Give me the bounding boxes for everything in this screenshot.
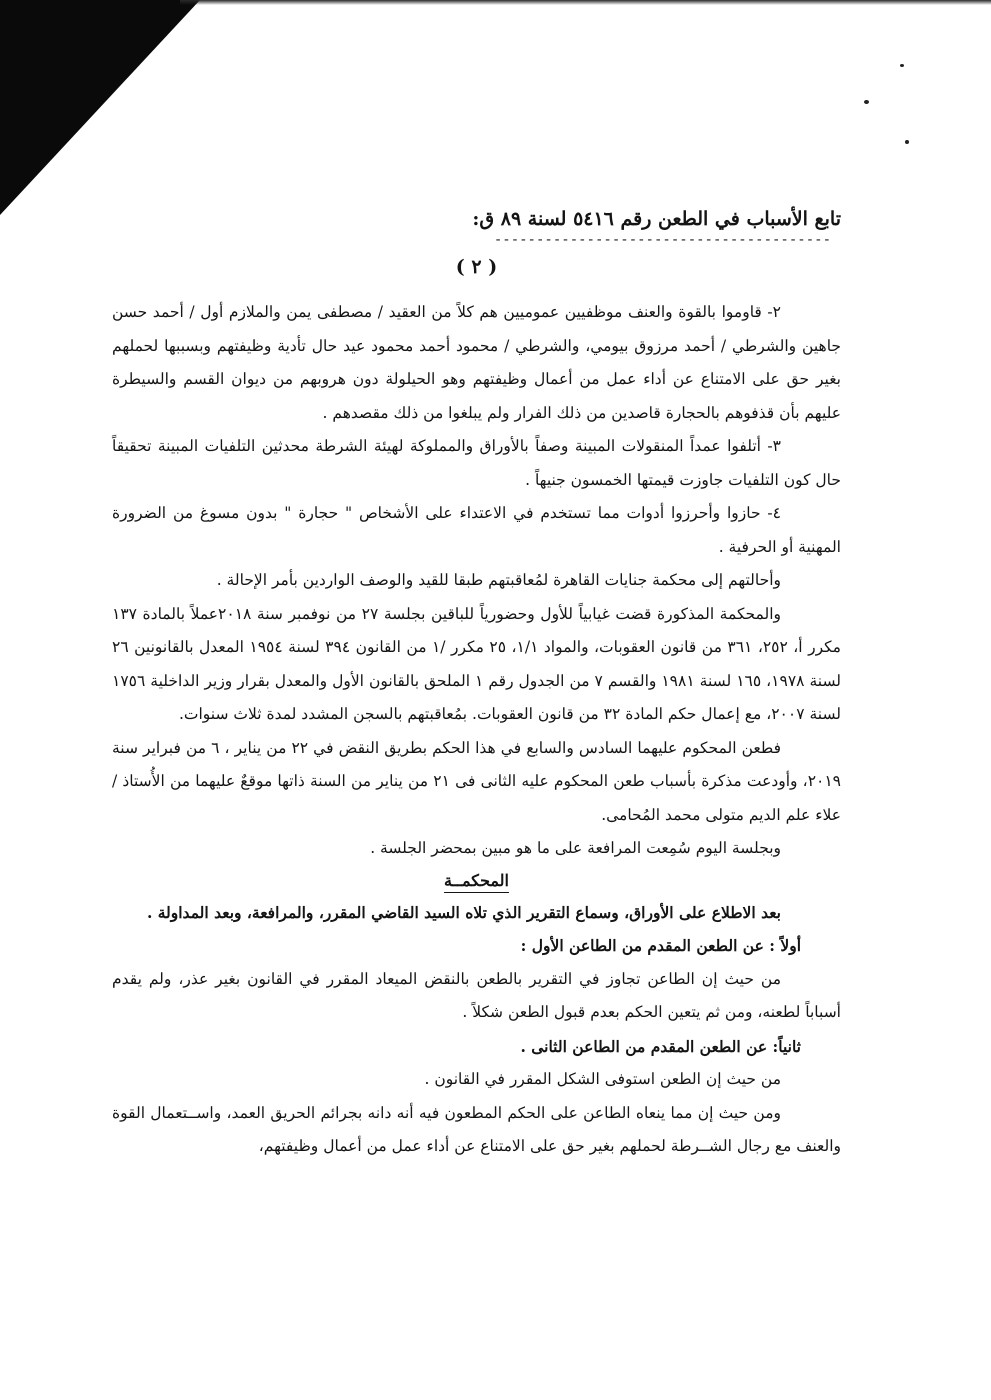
second-appeal-text-1: من حيث إن الطعن استوفى الشكل المقرر في القانون . xyxy=(424,1070,781,1088)
court-heading: المحكمــة xyxy=(444,870,509,890)
paragraph-deliberation: بعد الاطلاع على الأوراق، وسماع التقرير الذي تلاه السيد القاضي المقرر، والمرافعة، وبعد المداولة . xyxy=(146,902,781,922)
paragraph-appeal-filing: فطعن المحكوم عليهما السادس والسابع في هذا الحكم بطريق النقض في ٢٢ من يناير ، ٦ من فبراير سنة ٢٠١٩، وأودعت مذكرة بأسباب طعن المحكوم عليه الثانى فى ٢١ من يناير من السنة ذاتها موقعٌ عليهما من الأُستاذ / علاء علم الديم متولى محمد المُحامى. xyxy=(112,738,841,824)
paragraph-charge-3: ٣- أتلفوا عمداً المنقولات المبينة وصفاً بالأوراق والمملوكة لهيئة الشرطة محدثين التلفيات المبينة تحقيقاً حال كون التلفيات جاوزت قيمتها الخمسون جنيهاً . xyxy=(112,437,841,489)
paragraph-charge-4: ٤- حازوا وأحرزوا أدوات مما تستخدم في الاعتداء على الأشخاص " حجارة " بدون مسوغ من الضرورة المهنية أو الحرفية . xyxy=(112,504,841,556)
scan-border-top xyxy=(180,0,991,5)
page-number: ( ٢ ) xyxy=(455,256,498,278)
second-appeal-heading: ثانياً: عن الطعن المقدم من الطاعن الثانى . xyxy=(520,1036,801,1056)
document-header-title: تابع الأسباب في الطعن رقم ٥٤١٦ لسنة ٨٩ ق: xyxy=(472,208,841,230)
second-appeal-text-2: ومن حيث إن مما ينعاه الطاعن على الحكم المطعون فيه أنه دانه بجرائم الحريق العمد، واســتعمال القوة والعنف مع رجال الشــرطة لحملهم بغير حق على الامتناع عن أداء عمل من أعمال وظيفتهم، xyxy=(112,1103,841,1155)
scan-speck xyxy=(864,100,869,104)
first-appeal-text: من حيث إن الطاعن تجاوز في التقرير بالطعن بالنقض الميعاد المقرر في القانون بغير عذر، ولم يقدم أسباباً لطعنه، ومن ثم يتعين الحكم بعدم قبول الطعن شكلاً . xyxy=(112,969,841,1021)
scan-border-corner xyxy=(0,0,200,215)
paragraph-judgment: والمحكمة المذكورة قضت غيابياً للأول وحضورياً للباقين بجلسة ٢٧ من نوفمبر سنة ٢٠١٨عملاً بالمادة ١٣٧ مكرر أ، ٢٥٢، ٣٦١ من قانون العقوبات، والمواد ١/١، ٢٥ مكرر /١ من القانون ٣٩٤ لسنة ١٩٥٤ المعدل بالقانونين ٢٦ لسنة ١٩٧٨، ١٦٥ لسنة ١٩٨١ والقسم ٧ من الجدول رقم ١ الملحق بالقانون الأول والمعدل بقرار وزير الداخلية ١٧٥٦ لسنة ٢٠٠٧، مع إعمال حكم المادة ٣٢ من قانون العقوبات. بمُعاقبتهم بالسجن المشدد لمدة ثلاث سنوات. xyxy=(112,604,842,723)
paragraph-charge-2: ٢- قاوموا بالقوة والعنف موظفيين عموميين هم كلاً من العقيد / مصطفى يمن والملازم أول / أحمد حسن جاهين والشرطي / أحمد مرزوق بيومي، والشرطي / محمود أحمد محمود عيد حال تأدية وظيفتهم وبسببها لحملهم بغير حق على الامتناع عن أداء عمل من أعمال وظيفتهم وهو الحيلولة دون هروبهم من ديوان القسم والسيطرة عليهم بأن قذفوهم بالحجارة قاصدين من ذلك الفرار ولم يبلغوا من ذلك مقصدهم . xyxy=(112,303,841,422)
paragraph-hearing: وبجلسة اليوم سُمِعت المرافعة على ما هو مبين بمحضر الجلسة . xyxy=(370,839,781,857)
document-page xyxy=(112,200,841,1164)
scan-speck xyxy=(905,140,909,144)
paragraph-referral: وأحالتهم إلى محكمة جنايات القاهرة لمُعاقبتهم طبقا للقيد والوصف الواردين بأمر الإحالة . xyxy=(216,571,781,589)
first-appeal-heading: أولاً : عن الطعن المقدم من الطاعن الأول : xyxy=(520,936,801,955)
scan-speck xyxy=(900,64,904,67)
header-divider: ---------------------------------------- xyxy=(493,232,831,248)
